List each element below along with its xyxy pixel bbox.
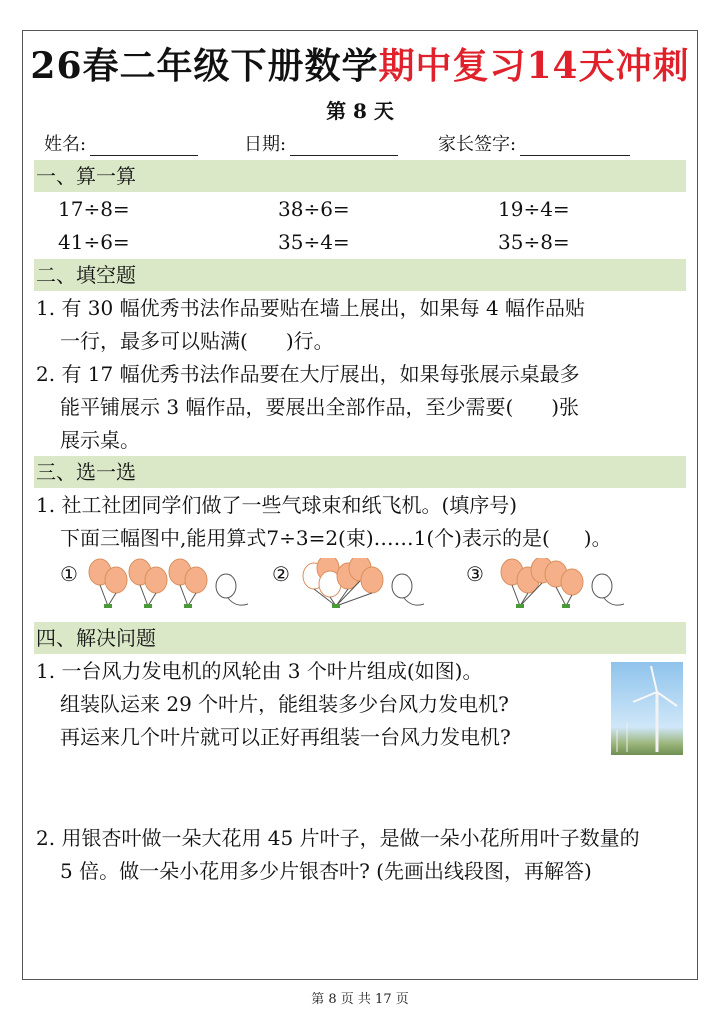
balloon-picture-3 [498, 558, 638, 614]
option-label-2[interactable]: ② [272, 562, 290, 586]
section-fill-header: 二、填空题 [34, 259, 686, 291]
date-field[interactable] [244, 130, 398, 156]
section-calc-header: 一、算一算 [34, 160, 686, 192]
solve-question-1 [36, 655, 511, 754]
choose-q1-line1: 1. 社工社团同学们做了一些气球束和纸飞机。(填序号) [36, 493, 518, 517]
title-highlight: 期中复习14天冲刺 [378, 45, 690, 87]
choose-q1-line2 [36, 522, 612, 555]
choose-q1-text-b: )。 [583, 526, 612, 550]
section-solve-header: 四、解决问题 [34, 622, 686, 654]
name-label: 姓名: [44, 134, 87, 155]
balloon-picture-1 [86, 558, 256, 614]
fill-q2-line1: 2. 有 17 幅优秀书法作品要在大厅展出，如果每张展示桌最多 [36, 362, 580, 386]
balloon-picture-2 [300, 558, 440, 614]
fill-question-1 [36, 292, 585, 358]
section-choose-header: 三、选一选 [34, 456, 686, 488]
wind-turbine-icon [611, 662, 683, 755]
option-label-3[interactable]: ③ [466, 562, 484, 586]
fill-q2-text-b: )张 [551, 395, 580, 419]
choose-q1-text-a: 下面三幅图中,能用算式7÷3=2(束)……1(个)表示的是( [60, 526, 550, 550]
fill-question-2 [36, 358, 580, 457]
option-label-1[interactable]: ① [60, 562, 78, 586]
fill-q1-line1: 1. 有 30 幅优秀书法作品要贴在墙上展出，如果每 4 幅作品贴 [36, 296, 586, 320]
page-title [0, 38, 720, 89]
solve-q2-line2: 5 倍。做一朵小花用多少片银杏叶? (先画出线段图，再解答) [60, 859, 592, 883]
title-main: 26春二年级下册数学 [30, 45, 379, 87]
solve-q1-line1: 1. 一台风力发电机的风轮由 3 个叶片组成(如图)。 [36, 659, 483, 683]
wind-turbine-photo [611, 662, 683, 755]
calc-item: 17÷8= [58, 197, 130, 221]
solve-q1-line3: 再运来几个叶片就可以正好再组装一台风力发电机? [60, 725, 511, 749]
calc-item: 41÷6= [58, 230, 130, 254]
calc-item: 38÷6= [278, 197, 350, 221]
fill-q2-line3: 展示桌。 [60, 428, 140, 452]
fill-q2-line2 [36, 391, 580, 424]
solve-q2-line1: 2. 用银杏叶做一朵大花用 45 片叶子，是做一朵小花所用叶子数量的 [36, 826, 640, 850]
name-blank[interactable] [90, 137, 198, 156]
name-field[interactable] [44, 130, 198, 156]
calc-item: 19÷4= [498, 197, 570, 221]
day-label: 第 8 天 [326, 99, 394, 123]
parent-sign-label: 家长签字: [438, 134, 517, 155]
calc-item: 35÷8= [498, 230, 570, 254]
parent-sign-blank[interactable] [520, 137, 630, 156]
fill-q1-line2 [36, 325, 585, 358]
page-number: 第 8 页 共 17 页 [311, 992, 409, 1007]
solve-question-2 [36, 822, 640, 888]
date-blank[interactable] [290, 137, 398, 156]
fill-q1-text-b: )行。 [285, 329, 334, 353]
choose-question-1 [36, 489, 612, 555]
fill-q1-text-a: 一行，最多可以贴满( [60, 329, 248, 353]
fill-q2-text-a: 能平铺展示 3 幅作品，要展出全部作品，至少需要( [60, 395, 514, 419]
date-label: 日期: [244, 134, 287, 155]
solve-q1-line2: 组装队运来 29 个叶片，能组装多少台风力发电机? [60, 692, 509, 716]
calc-item: 35÷4= [278, 230, 350, 254]
parent-sign-field[interactable] [438, 130, 630, 156]
